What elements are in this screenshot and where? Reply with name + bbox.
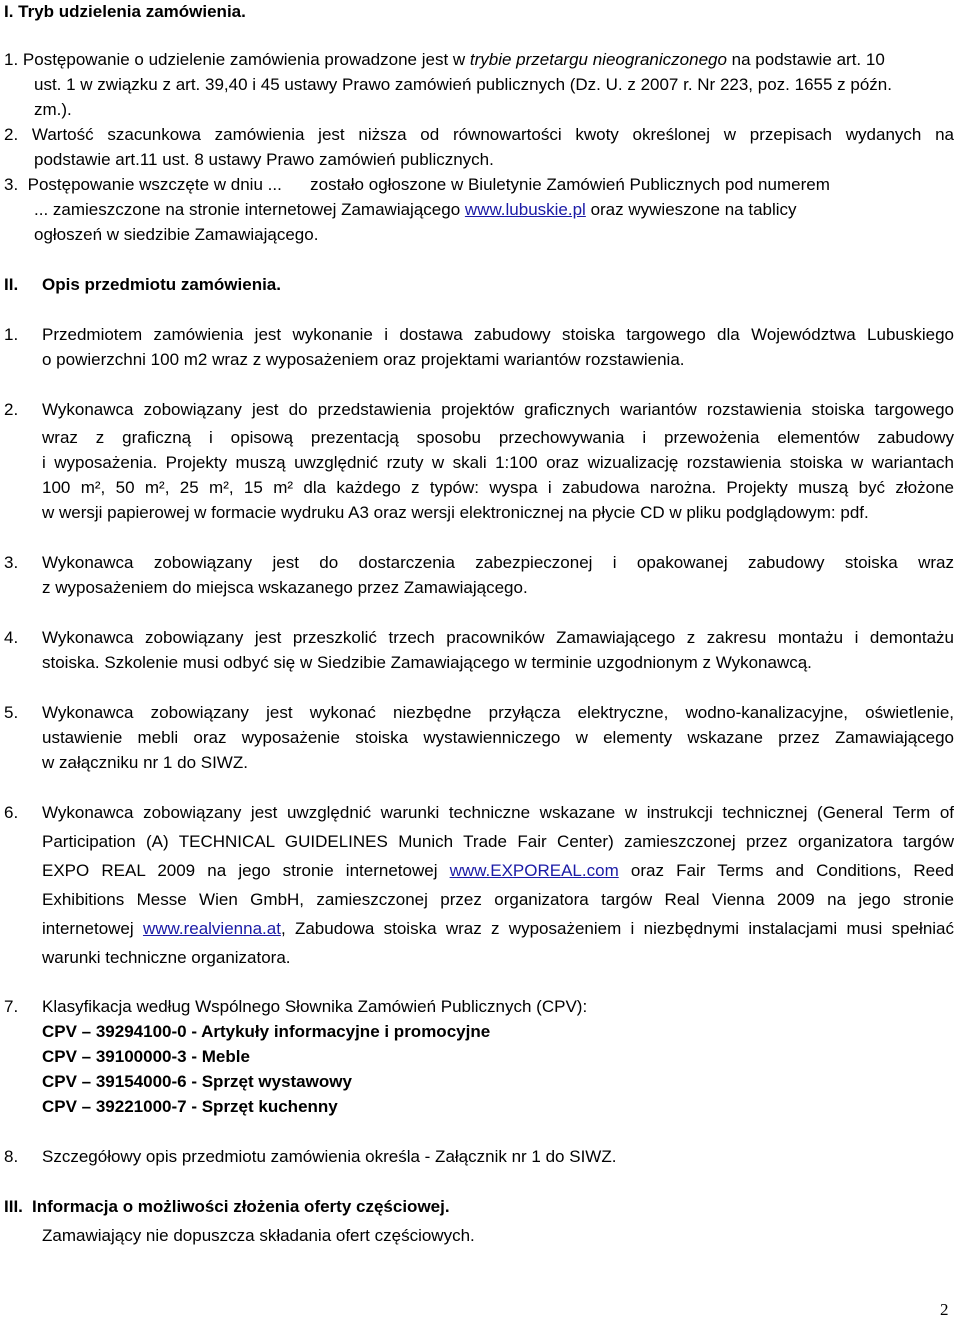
item-4-line-2: stoiska. Szkolenie musi odbyć się w Siedzibie Zamawiającego w terminie uzgodnionym z Wykonawcą.: [42, 653, 812, 672]
item-6-line-5: [42, 919, 954, 939]
text-segment: EXPO REAL 2009 na jego stronie internetowej: [42, 861, 450, 880]
exporeal-link[interactable]: www.EXPOREAL.com: [449, 861, 619, 880]
text-segment: oraz wywieszone na tablicy: [585, 200, 797, 219]
cpv-code-4: CPV – 39221000-7 - Sprzęt kuchenny: [42, 1097, 338, 1116]
text-segment: , Zabudowa stoiska wraz z wyposażeniem i niezbędnymi instalacjami musi spełniać: [280, 919, 955, 938]
text-segment: internetowej: [42, 919, 143, 938]
procedure-mode: trybie przetargu nieograniczonego: [469, 50, 727, 69]
paragraph-2-line-2: podstawie art.11 ust. 8 ustawy Prawo zamówień publicznych.: [34, 150, 494, 169]
text-segment: oraz Fair Terms and Conditions, Reed: [618, 861, 954, 880]
realvienna-link[interactable]: www.realvienna.at: [142, 919, 281, 938]
item-3-line-2: z wyposażeniem do miejsca wskazanego przez Zamawiającego.: [42, 578, 528, 597]
item-6-line-2: Participation (A) TECHNICAL GUIDELINES Munich Trade Fair Center) zamieszczonej przez organizatora targów: [42, 832, 954, 851]
section-heading-3: Informacja o możliwości złożenia oferty częściowej.: [32, 1197, 450, 1216]
section-heading-2-number: II.: [4, 275, 19, 294]
item-6-line-4: Exhibitions Messe Wien GmbH, zamieszczonej przez organizatora targów Real Vienna 2009 na jego stronie: [42, 890, 954, 909]
text-segment: ... zamieszczone na stronie internetowej Zamawiającego: [34, 200, 465, 219]
section-heading-2: Opis przedmiotu zamówienia.: [42, 275, 281, 294]
item-2-line-4: 100 m², 50 m², 25 m², 15 m² dla każdego z typów: wyspa i zabudowa narożna. Projekty muszą być złożone: [42, 478, 954, 497]
item-2-line-2: wraz z graficzną i opisową prezentacją sposobu przechowywania i przewożenia elementów zabudowy: [42, 428, 954, 447]
item-1-line-1: Przedmiotem zamówienia jest wykonanie i dostawa zabudowy stoiska targowego dla Województwa Lubuskiego: [42, 325, 954, 344]
item-6-line-6: warunki techniczne organizatora.: [42, 948, 291, 967]
paragraph-1-line-3: zm.).: [34, 100, 72, 119]
item-3-line-1: Wykonawca zobowiązany jest do dostarczenia zabezpieczonej i opakowanej zabudowy stoiska wraz: [42, 553, 954, 572]
item-4-line-1: Wykonawca zobowiązany jest przeszkolić trzech pracowników Zamawiającego z zakresu montażu i demontażu: [42, 628, 954, 647]
item-6-line-1: Wykonawca zobowiązany jest uwzględnić warunki techniczne wskazane w instrukcji technicznej (General Term of: [42, 803, 954, 822]
section-heading-3-number: III.: [4, 1197, 23, 1216]
item-1-number: 1.: [4, 325, 19, 344]
item-5-line-2: ustawienie mebli oraz wyposażenie stoiska wystawienniczego w elementy wskazane przez Zamawiającego: [42, 728, 954, 747]
section-3-text: Zamawiający nie dopuszcza składania ofert częściowych.: [42, 1226, 475, 1245]
item-1-line-2: o powierzchni 100 m2 wraz z wyposażeniem oraz projektami wariantów rozstawienia.: [42, 350, 685, 369]
paragraph-3-line-1: 3. Postępowanie wszczęte w dniu ... zostało ogłoszone w Biuletynie Zamówień Publicznych pod numerem: [4, 175, 830, 194]
item-8-line-1: Szczegółowy opis przedmiotu zamówienia określa - Załącznik nr 1 do SIWZ.: [42, 1147, 617, 1166]
lubuskie-link[interactable]: www.lubuskie.pl: [464, 200, 586, 219]
item-6-line-3: [42, 861, 954, 881]
item-7-line-1: Klasyfikacja według Wspólnego Słownika Zamówień Publicznych (CPV):: [42, 997, 588, 1016]
item-3-number: 3.: [4, 553, 19, 572]
item-8-number: 8.: [4, 1147, 19, 1166]
item-5-line-1: Wykonawca zobowiązany jest wykonać niezbędne przyłącza elektryczne, wodno-kanalizacyjne, oświetlenie,: [42, 703, 954, 722]
paragraph-2-line-1: 2. Wartość szacunkowa zamówienia jest niższa od równowartości kwoty określonej w przepisach wydanych na: [4, 125, 954, 144]
item-4-number: 4.: [4, 628, 19, 647]
cpv-code-3: CPV – 39154000-6 - Sprzęt wystawowy: [42, 1072, 352, 1091]
text-segment: 1. Postępowanie o udzielenie zamówienia prowadzone jest w: [4, 50, 470, 69]
item-2-number: 2.: [4, 400, 19, 419]
item-2-line-5: w wersji papierowej w formacie wydruku A3 oraz wersji elektronicznej na płycie CD w pliku podglądowym: pdf.: [42, 503, 869, 522]
item-5-line-3: w załączniku nr 1 do SIWZ.: [42, 753, 248, 772]
item-2-line-1: Wykonawca zobowiązany jest do przedstawienia projektów graficznych wariantów rozstawienia stoiska targowego: [42, 400, 954, 419]
paragraph-3-line-3: ogłoszeń w siedzibie Zamawiającego.: [34, 225, 319, 244]
item-6-number: 6.: [4, 803, 19, 822]
paragraph-1-line-1: [4, 50, 954, 70]
cpv-code-2: CPV – 39100000-3 - Meble: [42, 1047, 250, 1066]
item-5-number: 5.: [4, 703, 19, 722]
text-segment: na podstawie art. 10: [726, 50, 885, 69]
item-7-number: 7.: [4, 997, 19, 1016]
cpv-code-1: CPV – 39294100-0 - Artykuły informacyjne i promocyjne: [42, 1022, 491, 1041]
paragraph-3-line-2: [34, 200, 797, 220]
paragraph-1-line-2: ust. 1 w związku z art. 39,40 i 45 ustawy Prawo zamówień publicznych (Dz. U. z 2007 r. Nr 223, poz. 1655 z późn.: [34, 75, 892, 94]
item-2-line-3: i wyposażenia. Projekty muszą uwzględnić rzuty w skali 1:100 oraz wizualizację rozstawienia stoiska w wariantach: [42, 453, 954, 472]
page-number: 2: [940, 1300, 949, 1319]
section-heading-1: I. Tryb udzielenia zamówienia.: [4, 2, 246, 21]
